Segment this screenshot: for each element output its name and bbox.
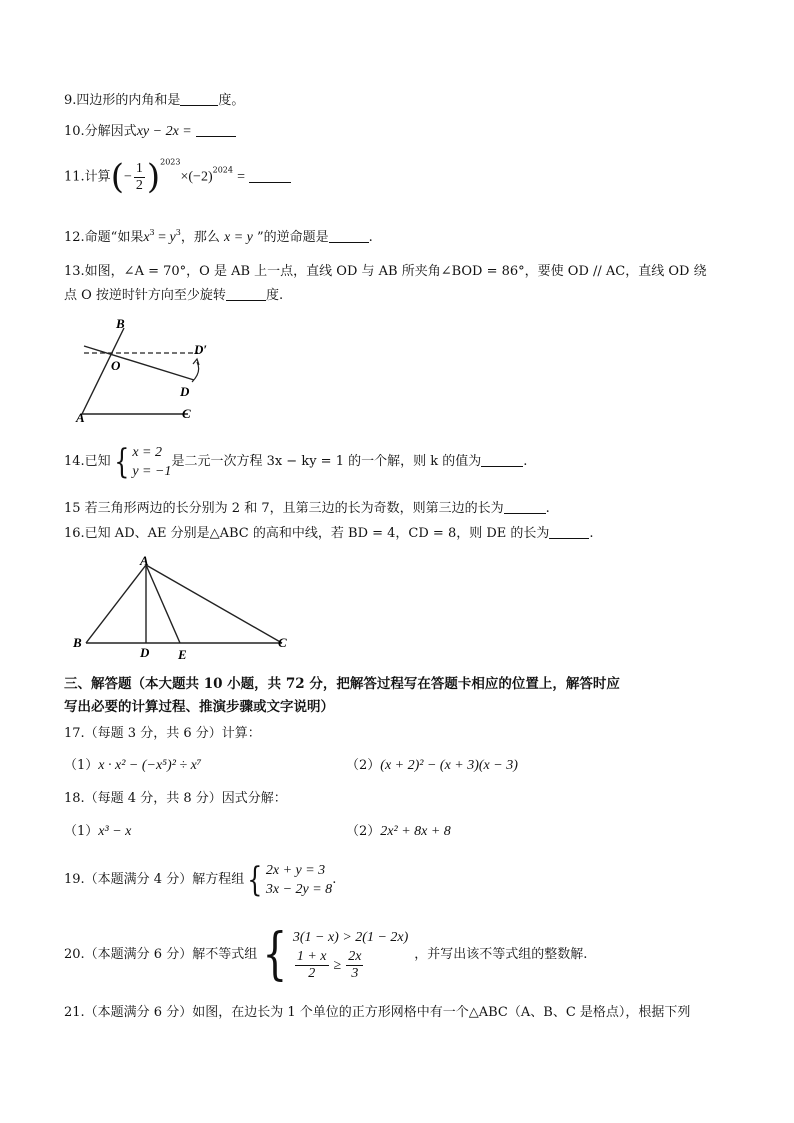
fraction-denominator: 2 xyxy=(135,177,143,193)
q10-text: 10.分解因式 xyxy=(64,124,137,139)
q17-part-2 xyxy=(346,757,518,775)
q11-mid: ×(−2) xyxy=(180,169,213,185)
q12-after: . xyxy=(368,230,373,245)
fraction xyxy=(346,949,363,982)
q13-after: 度. xyxy=(265,288,284,303)
question-20 xyxy=(64,922,587,988)
exponent: 3 xyxy=(175,228,181,237)
q9-after: 度。 xyxy=(218,93,245,108)
q12-expr3: x = y xyxy=(224,230,253,245)
q20-text: 20.（本题满分 6 分）解不等式组 xyxy=(64,947,258,962)
q12-x: x xyxy=(143,230,150,245)
q17-expr-2: (x + 2)² − (x + 3)(x − 3) xyxy=(380,758,518,773)
q11-eq: = xyxy=(237,169,246,185)
q12-rest: ，那么 xyxy=(180,230,224,245)
q14-after: . xyxy=(523,454,528,469)
q11-text: 11.计算 xyxy=(64,169,111,185)
q18-expr-2: 2x² + 8x + 8 xyxy=(380,824,451,839)
q21-text: 21.（本题满分 6 分）如图，在边长为 1 个单位的正方形网格中有一个△ABC（A、B、C 是格点），根据下列 xyxy=(64,1005,691,1020)
part-label: （2） xyxy=(346,824,381,839)
median-ae xyxy=(146,565,180,643)
segment-ac xyxy=(146,565,282,643)
fraction-numerator: 2x xyxy=(348,949,362,964)
brace-icon: { xyxy=(262,921,288,987)
label-o: O xyxy=(111,358,121,373)
q17-expr-1: x · x² − (−x⁵)² ÷ x⁷ xyxy=(98,758,202,773)
answer-blank xyxy=(196,124,236,137)
question-16 xyxy=(64,525,594,543)
question-11 xyxy=(64,157,291,197)
inequality-system xyxy=(257,921,409,987)
section-3-line-2: 写出必要的计算过程、推演步骤或文字说明） xyxy=(64,699,334,715)
q16-after: . xyxy=(589,526,594,541)
system-rows xyxy=(293,927,408,982)
equation-system xyxy=(111,443,172,481)
q12-end: ”的逆命题是 xyxy=(252,230,329,245)
exponent: 2023 xyxy=(160,157,181,167)
answer-blank xyxy=(249,170,291,183)
fraction-denominator: 2 xyxy=(308,966,316,981)
segment-ab xyxy=(86,565,146,643)
exponent: 3 xyxy=(149,228,155,237)
question-18 xyxy=(64,790,287,808)
question-19 xyxy=(64,858,336,902)
system-rows xyxy=(266,861,332,899)
fraction-numerator: 1 + x xyxy=(296,949,327,964)
question-17 xyxy=(64,725,261,743)
system-row xyxy=(293,949,408,982)
part-label: （1） xyxy=(64,758,99,773)
q18-text: 18.（每题 4 分，共 8 分）因式分解： xyxy=(64,791,287,806)
fraction xyxy=(295,949,329,982)
arrow-head-icon xyxy=(193,359,199,365)
system-row: 3(1 − x) > 2(1 − 2x) xyxy=(292,930,409,945)
question-15 xyxy=(64,500,550,518)
brace-icon: { xyxy=(113,441,130,482)
q13-line2: 点 O 按逆时针方向至少旋转 xyxy=(64,288,226,303)
label-c: C xyxy=(182,406,191,421)
question-21 xyxy=(64,1004,690,1022)
fraction xyxy=(134,161,145,194)
q19-after: . xyxy=(332,872,337,887)
answer-blank xyxy=(504,501,546,514)
label-d-prime: D′ xyxy=(194,342,208,357)
question-12 xyxy=(64,229,373,247)
brace-icon: { xyxy=(247,859,263,900)
answer-blank xyxy=(180,93,218,106)
system-rows xyxy=(132,443,171,481)
label-a: A xyxy=(76,410,85,424)
part-label: （1） xyxy=(64,824,99,839)
question-14 xyxy=(64,440,527,484)
label-b: B xyxy=(116,316,125,331)
answer-blank xyxy=(226,288,266,301)
fraction-numerator: 1 xyxy=(135,160,143,176)
q13-line1: 13.如图，∠A = 70°，O 是 AB 上一点，直线 OD 与 AB 所夹角∠BOD = 86°，要使 OD // AC，直线 OD 绕 xyxy=(64,264,707,279)
section-3-line-1: 三、解答题（本大题共 10 小题，共 72 分，把解答过程写在答题卡相应的位置上，解答时应 xyxy=(64,676,620,692)
figure-16-diagram xyxy=(64,553,304,665)
figure-13-diagram xyxy=(64,314,224,424)
question-13-line-2 xyxy=(64,287,283,305)
q9-text: 9.四边形的内角和是 xyxy=(64,93,181,108)
system-row: 3x − 2y = 8 xyxy=(265,881,333,897)
left-paren: ( xyxy=(110,157,124,197)
system-row: y = −1 xyxy=(132,463,172,479)
q18-part-1 xyxy=(64,823,131,841)
label-d: D xyxy=(180,384,190,399)
ge-sign: ≥ xyxy=(333,957,342,973)
part-label: （2） xyxy=(346,758,381,773)
q12-text: 12.命题“如果 xyxy=(64,230,144,245)
fraction-denominator: 3 xyxy=(351,966,359,981)
q20-after: ，并写出该不等式组的整数解. xyxy=(414,947,588,962)
section-3-heading-2 xyxy=(64,698,334,716)
answer-blank xyxy=(481,454,523,467)
question-9 xyxy=(64,92,244,110)
answer-blank xyxy=(549,526,589,539)
system-row: x = 2 xyxy=(132,444,162,460)
label-d: D xyxy=(140,645,150,660)
q18-part-2 xyxy=(346,823,451,841)
section-3-heading xyxy=(64,675,620,693)
label-e: E xyxy=(178,647,187,662)
q14-rest: 是二元一次方程 3x − ky = 1 的一个解，则 k 的值为 xyxy=(171,454,482,469)
answer-blank xyxy=(329,230,369,243)
q14-text: 14.已知 xyxy=(64,454,111,469)
q18-expr-1: x³ − x xyxy=(98,824,132,839)
equation-system xyxy=(244,861,332,899)
label-b: B xyxy=(73,635,82,650)
label-c: C xyxy=(278,635,287,650)
right-paren: ) xyxy=(146,157,161,197)
q16-text: 16.已知 AD、AE 分别是△ABC 的高和中线，若 BD = 4，CD = 8，则 DE 的长为 xyxy=(64,526,550,541)
q15-after: . xyxy=(545,501,550,516)
question-10 xyxy=(64,123,236,141)
q12-eq: = xyxy=(154,230,170,245)
q10-expr: xy − 2x = xyxy=(136,124,192,139)
q19-text: 19.（本题满分 4 分）解方程组 xyxy=(64,872,245,887)
q15-text: 15 若三角形两边的长分别为 2 和 7，且第三边的长为奇数，则第三边的长为 xyxy=(64,501,504,516)
q17-text: 17.（每题 3 分，共 6 分）计算： xyxy=(64,726,261,741)
label-a: A xyxy=(140,553,149,568)
exponent: 2024 xyxy=(212,165,233,175)
q11-minus: − xyxy=(123,169,132,185)
system-row: 2x + y = 3 xyxy=(265,862,326,878)
question-13-line-1 xyxy=(64,263,707,281)
q12-y: y xyxy=(169,230,176,245)
q17-part-1 xyxy=(64,757,202,775)
